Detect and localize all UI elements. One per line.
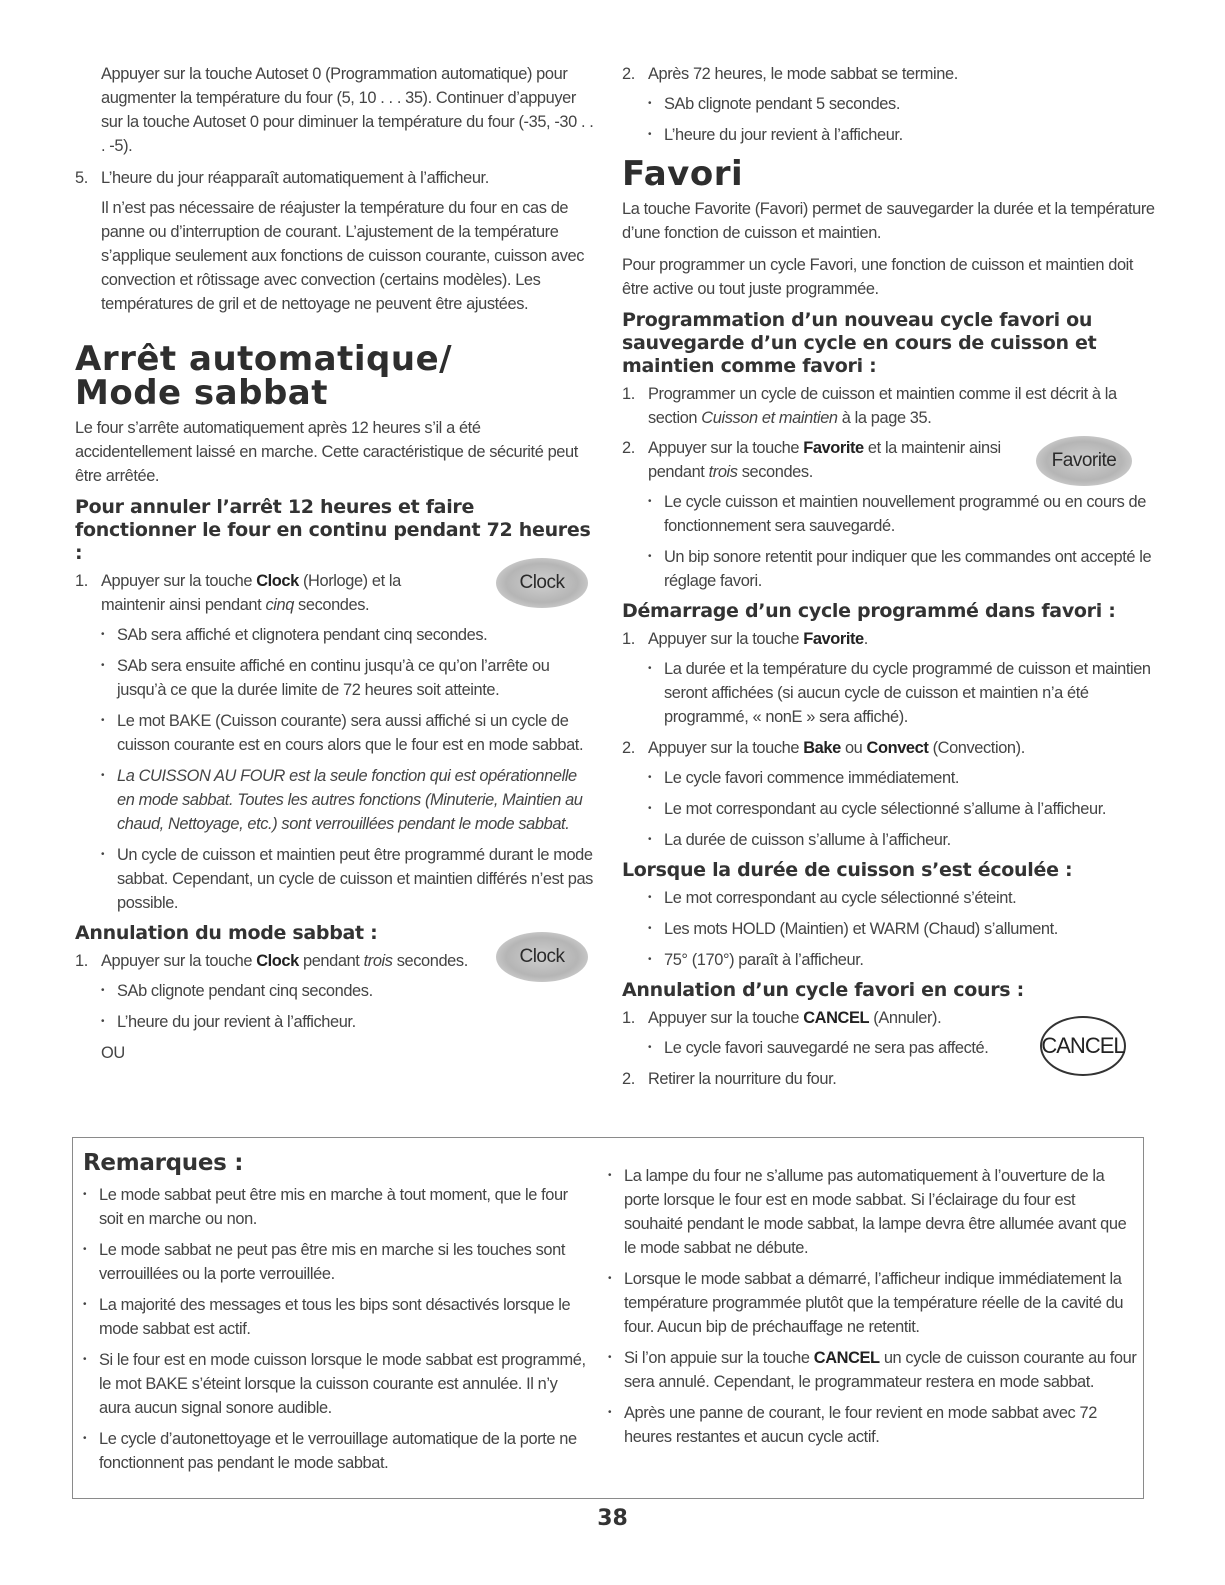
start-bullets-2 <box>622 766 1162 852</box>
notes-right-column <box>608 1164 1138 1456</box>
step-text: Appuyer sur la touche Favorite. <box>648 630 868 648</box>
start-bullets <box>622 657 1162 729</box>
notes-box <box>72 1137 1144 1499</box>
list-item: • Le cycle cuisson et maintien nouvellement programmé ou en cours de fonctionnement sera sauvegardé. <box>648 493 1146 535</box>
list-item: • La durée et la température du cycle programmé de cuisson et maintien seront affichées (si aucun cycle de cuisson et maintien n’a été programmé, « nonE » sera affiché). <box>648 660 1151 726</box>
list-item: • L’heure du jour revient à l’afficheur. <box>648 126 903 144</box>
step-5-note: Il n’est pas nécessaire de réajuster la température du four en cas de panne ou d’interruption de courant. L’ajustement de la température s’applique seulement aux fonctions de cuisson courante, cuisson avec convection et rôtissage avec convection (certains modèles). Les températures de gril et de nettoyage ne peuvent être ajustées. <box>101 199 585 313</box>
list-item: • SAb clignote pendant 5 secondes. <box>648 95 900 113</box>
sabbat-intro: Le four s’arrête automatiquement après 12 heures s’il a été accidentellement laissé en marche. Cette caractéristique de sécurité peut être arrêtée. <box>75 419 578 485</box>
list-item: • Lorsque le mode sabbat a démarré, l’afficheur indique immédiatement la température programmée plutôt que la température réelle de la cavité du four. Aucun bip de préchauffage ne retentit. <box>608 1270 1124 1336</box>
list-item: • Le cycle d’autonettoyage et le verrouillage automatique de la porte ne fonctionnent pas pendant le mode sabbat. <box>83 1430 577 1472</box>
step-text: Appuyer sur la touche CANCEL (Annuler). <box>648 1009 942 1027</box>
list-item: • Les mots HOLD (Maintien) et WARM (Chaud) s’allument. <box>648 920 1058 938</box>
heading-line: Mode sabbat <box>75 373 328 413</box>
list-item: • Un bip sonore retentit pour indiquer que les commandes ont accepté le réglage favori. <box>648 548 1152 590</box>
step-number: 1. <box>622 630 635 648</box>
subheading-time-elapsed: Lorsque la durée de cuisson s’est écoulée : <box>622 859 1073 881</box>
key-name: Favorite <box>803 630 864 648</box>
step-5 <box>75 166 595 190</box>
step-2 <box>622 736 1162 760</box>
list-item: • La CUISSON AU FOUR est la seule fonction qui est opérationnelle en mode sabbat. Toutes les autres fonctions (Minuterie, Maintien au chaud, Nettoyage, etc.) sont verrouillées pendant le mode sabbat. <box>101 767 583 833</box>
step-number: 1. <box>75 952 88 970</box>
section-heading-favori: Favori <box>622 154 744 194</box>
list-item: • La durée de cuisson s’allume à l’afficheur. <box>648 831 951 849</box>
step-number: 2. <box>622 739 635 757</box>
notes-title: Remarques : <box>83 1150 244 1176</box>
list-item: • Le mode sabbat peut être mis en marche à tout moment, que le four soit en marche ou non. <box>83 1186 568 1228</box>
list-item: • Le cycle favori commence immédiatement. <box>648 769 960 787</box>
sabbat-bullets <box>75 623 595 915</box>
clock-key-icon: Clock <box>496 932 588 982</box>
step-text: Appuyer sur la touche Clock (Horloge) et la maintenir ainsi pendant cinq secondes. <box>101 572 401 614</box>
list-item: • Un cycle de cuisson et maintien peut être programmé durant le mode sabbat. Cependant, un cycle de cuisson et maintien différés n’est pas possible. <box>101 846 593 912</box>
end-bullets <box>622 92 1162 147</box>
list-item: • L’heure du jour revient à l’afficheur. <box>101 1013 356 1031</box>
program-bullets <box>622 490 1162 593</box>
step-number: 1. <box>622 1009 635 1027</box>
subheading-cancel-favori: Annulation d’un cycle favori en cours : <box>622 979 1024 1001</box>
right-column <box>622 62 1162 1097</box>
step-text: Appuyer sur la touche Clock pendant trois secondes. <box>101 952 468 970</box>
key-name: CANCEL <box>803 1009 870 1027</box>
list-item: • SAb sera affiché et clignotera pendant cinq secondes. <box>101 626 488 644</box>
key-name: Bake <box>803 739 841 757</box>
list-item: • Après une panne de courant, le four revient en mode sabbat avec 72 heures restantes et aucun cycle actif. <box>608 1404 1097 1446</box>
notes-left-list <box>83 1183 588 1475</box>
list-item: • La lampe du four ne s’allume pas automatiquement à l’ouverture de la porte lorsque le four est en mode sabbat. Si l’éclairage du four est souhaité pendant le mode sabbat, la lampe devra être allumée avant que le mode sabbat ne débute. <box>608 1167 1127 1257</box>
step-number: 1. <box>75 572 88 590</box>
cancel-bullets <box>75 979 595 1034</box>
notes-left-column <box>83 1152 588 1482</box>
list-item: • SAb clignote pendant cinq secondes. <box>101 982 373 1000</box>
step-number: 2. <box>622 1070 635 1088</box>
step-text: Appuyer sur la touche Bake ou Convect (Convection). <box>648 739 1025 757</box>
list-item: • Si le four est en mode cuisson lorsque le mode sabbat est programmé, le mot BAKE s’éteint lorsque la cuisson courante est annulée. Il n’y aura aucun signal sonore audible. <box>83 1351 586 1417</box>
key-name: Clock <box>256 952 299 970</box>
list-item: • Le mode sabbat ne peut pas être mis en marche si les touches sont verrouillées ou la porte verrouillée. <box>83 1241 565 1283</box>
key-name: Clock <box>256 572 299 590</box>
favorite-key-icon: Favorite <box>1036 436 1132 486</box>
favori-para-2: Pour programmer un cycle Favori, une fonction de cuisson et maintien doit être active ou tout juste programmée. <box>622 256 1134 298</box>
list-item: • Le mot correspondant au cycle sélectionné s’éteint. <box>648 889 1017 907</box>
key-name: Convect <box>866 739 929 757</box>
step-number: 2. <box>622 439 635 457</box>
heading-line: Arrêt automatique/ <box>75 339 453 379</box>
or-text: OU <box>101 1044 125 1062</box>
step-text: Retirer la nourriture du four. <box>648 1070 837 1088</box>
step-text: L’heure du jour réapparaît automatiquement à l’afficheur. <box>101 169 489 187</box>
step-number: 5. <box>75 169 88 187</box>
step-1 <box>622 627 1162 651</box>
list-item: • Le cycle favori sauvegardé ne sera pas affecté. <box>648 1039 989 1057</box>
step-text: Appuyer sur la touche Favorite et la maintenir ainsi pendant trois secondes. <box>648 439 1001 481</box>
step-2 <box>622 62 1162 86</box>
list-item: • SAb sera ensuite affiché en continu jusqu’à ce qu’on l’arrête ou jusqu’à ce que la durée limite de 72 heures soit atteinte. <box>101 657 550 699</box>
subheading-program-favori: Programmation d’un nouveau cycle favori ou sauvegarde d’un cycle en cours de cuisson et maintien comme favori : <box>622 309 1097 377</box>
step-1 <box>622 382 1162 430</box>
section-heading-sabbat <box>75 339 595 413</box>
list-item: • 75° (170°) paraît à l’afficheur. <box>648 951 864 969</box>
cancel-key-icon: CANCEL <box>1040 1016 1126 1076</box>
page-number: 38 <box>597 1506 628 1531</box>
list-item: • Le mot correspondant au cycle sélectionné s’allume à l’afficheur. <box>648 800 1107 818</box>
notes-right-list <box>608 1164 1138 1449</box>
step-number: 2. <box>622 65 635 83</box>
list-item: • Si l’on appuie sur la touche CANCEL un cycle de cuisson courante au four sera annulé. Cependant, le programmateur restera en mode sabbat. <box>608 1349 1137 1391</box>
elapsed-bullets <box>622 886 1162 972</box>
list-item: • La majorité des messages et tous les bips sont désactivés lorsque le mode sabbat est actif. <box>83 1296 571 1338</box>
key-name: CANCEL <box>813 1349 880 1367</box>
list-item: • Le mot BAKE (Cuisson courante) sera aussi affiché si un cycle de cuisson courante est en cours alors que le four est en mode sabbat. <box>101 712 584 754</box>
step-text: Après 72 heures, le mode sabbat se termine. <box>648 65 958 83</box>
step-text: Programmer un cycle de cuisson et maintien comme il est décrit à la section Cuisson et maintien à la page 35. <box>648 385 1117 427</box>
key-name: Favorite <box>803 439 864 457</box>
clock-key-icon: Clock <box>496 558 588 608</box>
favori-para-1: La touche Favorite (Favori) permet de sauvegarder la durée et la température d’une fonction de cuisson et maintien. <box>622 200 1155 242</box>
intro-paragraph: Appuyer sur la touche Autoset 0 (Programmation automatique) pour augmenter la température du four (5, 10 . . . 35). Continuer d’appuyer sur la touche Autoset 0 pour diminuer la température du four (-35, -30 . . . -5). <box>101 65 594 155</box>
subheading-cancel-sabbat: Annulation du mode sabbat : <box>75 922 378 944</box>
subheading-cancel-12h: Pour annuler l’arrêt 12 heures et faire fonctionner le four en continu pendant 72 heures : <box>75 496 591 564</box>
subheading-start-favori: Démarrage d’un cycle programmé dans favori : <box>622 600 1116 622</box>
step-number: 1. <box>622 385 635 403</box>
